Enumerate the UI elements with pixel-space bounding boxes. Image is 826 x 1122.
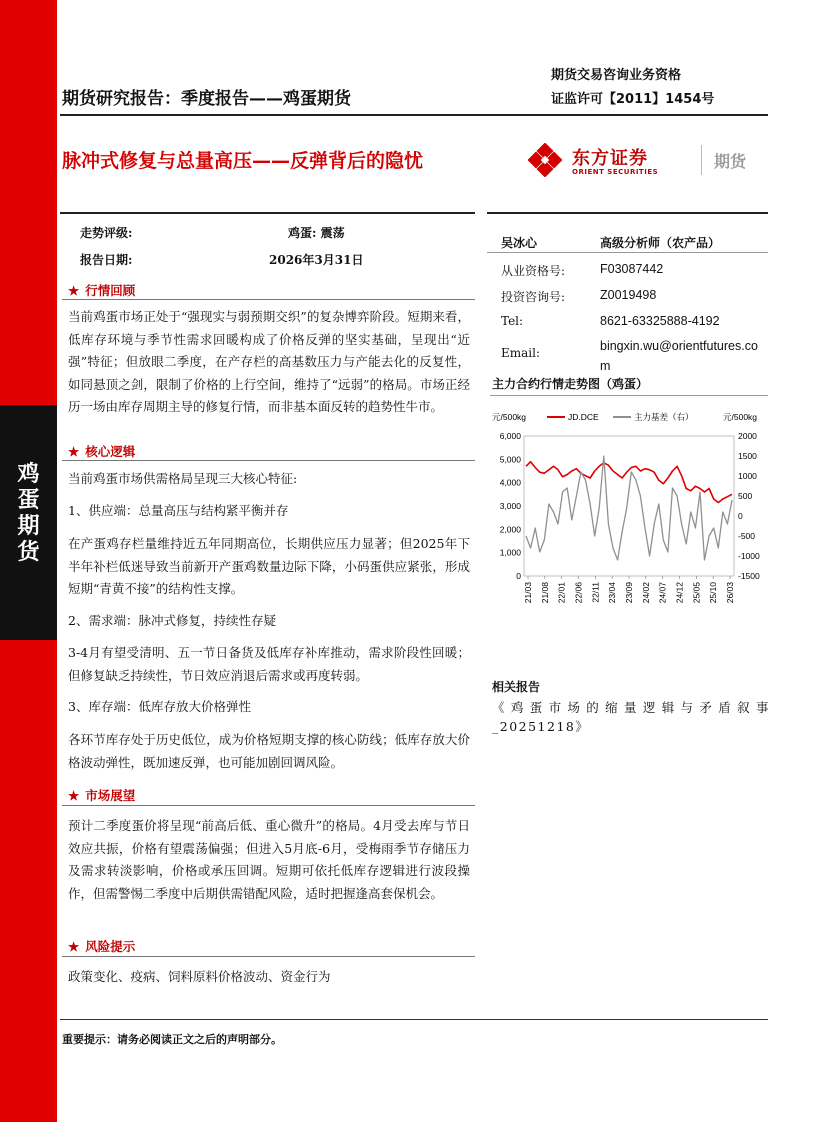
stock-title: 3、库存端：低库存放大价格弹性 (68, 699, 251, 714)
side-char: 蛋 (17, 488, 40, 513)
analyst-rule (487, 252, 768, 253)
chart-title-rule (490, 395, 768, 396)
page-title: 脉冲式修复与总量高压——反弹背后的隐忧 (62, 150, 424, 172)
analyst-tel-value: 8621-63325888-4192 (600, 314, 720, 328)
chart-right-tick: -500 (738, 531, 756, 541)
side-label (0, 462, 57, 566)
trend-value: 鸡蛋: 震荡 (288, 226, 345, 240)
outlook-paragraph: 预计二季度蛋价将呈现“前高后低、重心微升”的格局。4月受去库与节日效应共振，价格有望震荡偏强；但进入5月底-6月，受梅雨季节存储压力及需求转淡影响，价格或承压回调。短期可依托低库存逻辑进行波段操作，但需警惕二季度中后期供需错配风险，适时把握逢高套保机会。 (68, 818, 470, 901)
chart-x-tick: 24/12 (674, 582, 685, 604)
logic-intro: 当前鸡蛋市场供需格局呈现三大核心特征: (68, 471, 298, 486)
chart-x-tick: 23/04 (607, 582, 618, 604)
stock-paragraph: 各环节库存处于历史低位，成为价格短期支撑的核心防线；低库存放大价格波动弹性，既加速反弹，也可能加剧回调风险。 (68, 732, 470, 770)
chart-title: 主力合约行情走势图（鸡蛋） (492, 377, 649, 391)
footer-notice: 重要提示：请务必阅读正文之后的声明部分。 (62, 1033, 282, 1046)
related-heading: 相关报告 (492, 680, 541, 694)
risk-paragraph: 政策变化、疫病、饲料原料价格波动、资金行为 (68, 969, 331, 984)
orient-logo (528, 143, 768, 179)
chart-x-tick: 24/02 (640, 582, 651, 604)
license-line-2: 证监许可【2011】1454号 (551, 92, 715, 107)
chart-left-tick: 4,000 (499, 477, 521, 488)
side-char: 期 (17, 514, 40, 539)
trend-label: 走势评级: (80, 226, 133, 240)
analyst-cert-label: 从业资格号: (501, 264, 566, 278)
header-rule (60, 114, 768, 116)
meta-rule-left (60, 212, 475, 214)
chart-x-tick: 26/03 (725, 582, 735, 604)
analyst-role: 高级分析师（农产品） (600, 236, 721, 250)
chart-right-tick: 1000 (738, 471, 757, 481)
chart-left-tick: 5,000 (499, 454, 521, 465)
date-label: 报告日期: (80, 253, 133, 267)
chart-left-unit: 元/500kg (492, 412, 527, 422)
chart-x-tick: 22/01 (556, 582, 567, 604)
star-icon: ★ (68, 283, 80, 298)
chart-series-basis-line (526, 456, 732, 560)
date-value: 2026年3月31日 (269, 253, 364, 267)
supply-paragraph: 在产蛋鸡存栏量维持近五年同期高位，长期供应压力显著；但2025年下半年补栏低迷导致当前新开产蛋鸡数量边际下降，小码蛋供应紧张，形成短期“青黄不接”的结构性支撑。 (68, 536, 470, 596)
section-divider (62, 956, 475, 957)
chart-right-tick: -1500 (738, 571, 760, 581)
chart-x-tick: 25/05 (691, 582, 702, 604)
chart-right-unit: 元/500kg (723, 412, 758, 422)
chart-x-tick: 22/06 (573, 582, 584, 604)
chart-right-tick: 1500 (738, 451, 757, 461)
chart-right-tick: 0 (738, 511, 743, 521)
chart-left-tick: 3,000 (499, 501, 521, 511)
chart-left-tick: 2,000 (499, 524, 521, 535)
related-report-link[interactable]: 《鸡蛋市场的缩量逻辑与矛盾叙事_20251218》 (492, 700, 770, 734)
chart-x-tick: 22/11 (590, 582, 601, 603)
footer-rule (60, 1019, 768, 1020)
chart-x-tick: 24/07 (657, 582, 668, 604)
chart-plot-frame (524, 436, 734, 576)
analyst-advisory-label: 投资咨询号: (501, 290, 566, 304)
section-divider (62, 299, 475, 300)
analyst-advisory-value: Z0019498 (600, 288, 657, 302)
chart-left-tick: 1,000 (499, 547, 521, 558)
chart-x-tick: 23/09 (624, 582, 634, 604)
demand-title: 2、需求端：脉冲式修复，持续性存疑 (68, 613, 276, 628)
logo-name-en: ORIENT SECURITIES (572, 168, 659, 176)
analyst-tel-label: Tel: (501, 314, 524, 328)
section-outlook-heading: ★ 市场展望 (68, 788, 136, 803)
legend-basis: 主力基差（右） (634, 412, 694, 422)
chart-x-tick: 21/03 (523, 582, 533, 604)
price-chart (488, 400, 772, 632)
orient-logo-icon (528, 143, 562, 177)
section-divider (62, 460, 475, 461)
report-type: 期货研究报告：季度报告——鸡蛋期货 (62, 89, 351, 109)
section-logic-heading: ★ 核心逻辑 (68, 444, 136, 459)
analyst-email-label: Email: (501, 346, 541, 360)
analyst-email-link[interactable]: bingxin.wu@orientfutures.com (600, 339, 758, 373)
side-char: 货 (17, 540, 40, 565)
demand-paragraph: 3-4月有望受清明、五一节日备货及低库存补库推动，需求阶段性回暖；但修复缺乏持续性，节日效应消退后需求或再度转弱。 (68, 645, 470, 683)
side-char: 鸡 (17, 462, 40, 487)
legend-jd: JD.DCE (568, 412, 599, 422)
chart-left-tick: 0 (516, 571, 521, 581)
chart-left-tick: 6,000 (499, 431, 521, 441)
chart-right-tick: 2000 (738, 431, 757, 441)
logo-divider (701, 145, 702, 175)
section-divider (62, 805, 475, 806)
review-paragraph: 当前鸡蛋市场正处于“强现实与弱预期交织”的复杂博弈阶段。短期来看，低库存环境与季节性需求回暖构成了价格反弹的坚实基础，呈现出“近强”特征；但放眼二季度，在产存栏的高基数压力与产能去化的反复性，如同悬顶之剑，限制了价格的上行空间，维持了“远弱”的格局。市场正经历一场由库存周期主导的修复行情，而非基本面反转的趋势性牛市。 (68, 309, 470, 414)
analyst-name: 吴冰心 (501, 236, 538, 250)
supply-title: 1、供应端：总量高压与结构紧平衡并存 (68, 503, 289, 518)
analyst-cert-value: F03087442 (600, 262, 664, 276)
chart-right-tick: -1000 (738, 551, 760, 561)
license-info (551, 64, 714, 112)
section-review-heading: ★ 行情回顾 (68, 283, 136, 298)
meta-rule-right (487, 212, 768, 214)
chart-series-jd-line (526, 462, 732, 503)
chart-x-tick: 21/08 (539, 582, 550, 604)
chart-right-tick: 500 (738, 491, 753, 501)
star-icon: ★ (68, 788, 80, 803)
star-icon: ★ (68, 939, 80, 954)
chart-x-tick: 25/10 (708, 582, 719, 604)
license-line-1: 期货交易咨询业务资格 (551, 68, 682, 83)
logo-division: 期货 (714, 152, 747, 171)
star-icon: ★ (68, 444, 80, 459)
section-risk-heading: ★ 风险提示 (68, 939, 136, 954)
logo-name-cn: 东方证券 (572, 148, 648, 169)
